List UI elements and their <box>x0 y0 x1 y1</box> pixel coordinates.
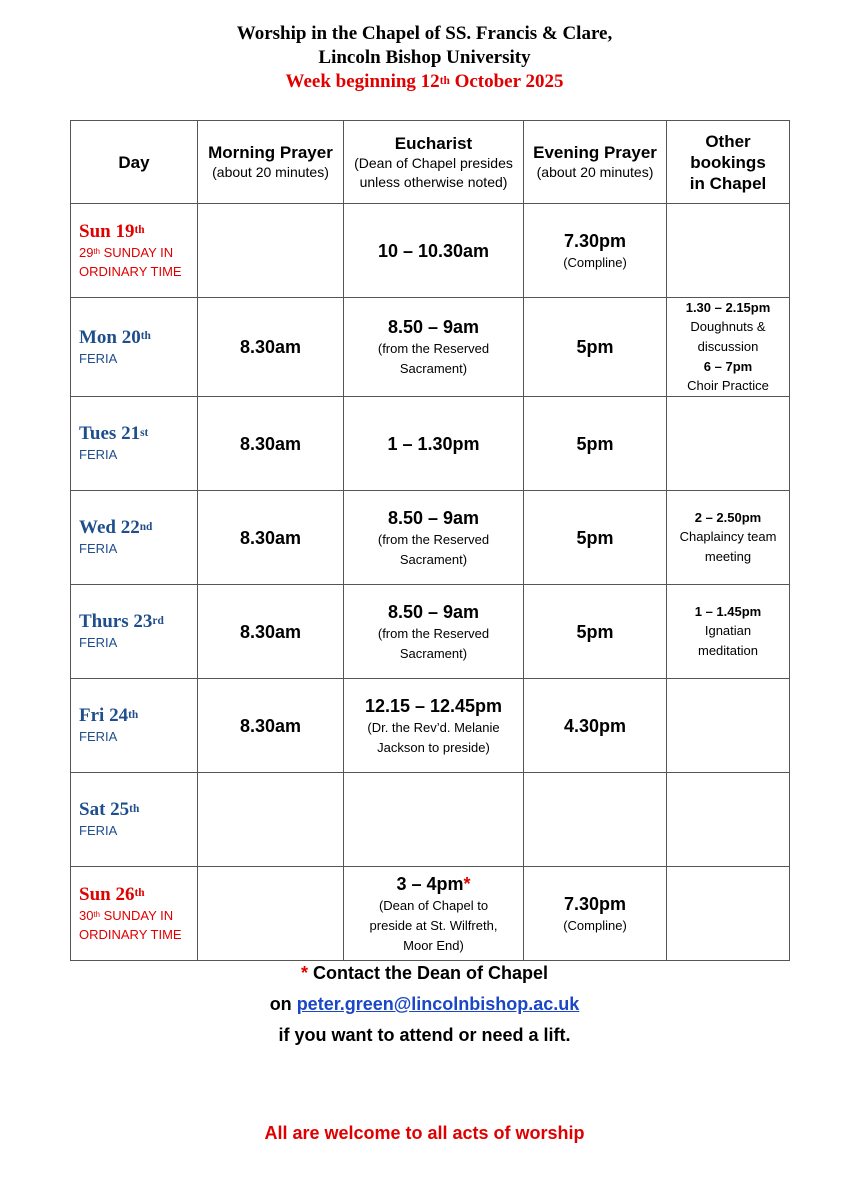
asterisk-mark: * <box>300 963 308 983</box>
header-morning-sub: (about 20 minutes) <box>212 164 329 180</box>
booking-desc: Chaplaincy team meeting <box>679 529 777 564</box>
welcome-message: All are welcome to all acts of worship <box>264 1123 585 1143</box>
eucharist-time: 3 – 4pm* <box>396 873 471 894</box>
day-name: Sat 25th <box>79 799 140 820</box>
evening-time: 7.30pm <box>563 893 627 914</box>
eucharist-time: 12.15 – 12.45pm <box>364 695 503 716</box>
eucharist-cell <box>344 773 524 867</box>
eucharist-time: 8.50 – 9am <box>387 601 480 622</box>
eucharist-note: (from the Reserved Sacrament) <box>377 531 490 567</box>
eucharist-cell <box>344 585 524 679</box>
morning-cell <box>198 491 344 585</box>
morning-cell <box>198 397 344 491</box>
title-line-2: Lincoln Bishop University <box>318 47 531 68</box>
header-morning-prayer <box>198 121 344 204</box>
asterisk-mark: * <box>463 873 471 894</box>
email-link[interactable]: peter.green@lincolnbishop.ac.uk <box>296 994 580 1014</box>
header-eucharist-label: Eucharist <box>394 133 473 153</box>
day-cell <box>71 585 198 679</box>
morning-cell <box>198 679 344 773</box>
title-line-week <box>0 70 849 94</box>
day-subtitle: FERIA <box>79 541 118 556</box>
worship-schedule-table <box>70 120 790 961</box>
other-cell <box>667 397 790 491</box>
week-month-year: October 2025 <box>449 71 564 92</box>
day-cell <box>71 773 198 867</box>
other-cell <box>667 491 790 585</box>
evening-cell <box>524 491 667 585</box>
day-name: Mon 20th <box>79 326 151 348</box>
day-name: Sun 26th <box>79 883 145 905</box>
morning-cell <box>198 773 344 867</box>
footer-line-1: * Contact the Dean of Chapel <box>300 963 549 983</box>
morning-cell <box>198 298 344 397</box>
footer-note <box>0 958 849 1051</box>
document-title <box>0 22 849 94</box>
eucharist-cell <box>344 867 524 961</box>
evening-time: 5pm <box>576 621 614 642</box>
header-eucharist <box>344 121 524 204</box>
day-cell <box>71 679 198 773</box>
day-subtitle: FERIA <box>79 823 118 838</box>
table-row <box>71 298 790 397</box>
eucharist-cell <box>344 298 524 397</box>
other-cell <box>667 867 790 961</box>
booking-desc: Ignatian meditation <box>698 623 758 658</box>
evening-time: 5pm <box>576 433 614 454</box>
booking-time: 1.30 – 2.15pm <box>685 300 771 315</box>
day-name: Thurs 23rd <box>79 611 164 632</box>
title-line-1: Worship in the Chapel of SS. Francis & Clare, <box>236 23 613 44</box>
booking-desc: Choir Practice <box>687 378 769 393</box>
other-cell <box>667 773 790 867</box>
day-cell <box>71 397 198 491</box>
evening-note: (Compline) <box>563 917 627 933</box>
header-evening-sub: (about 20 minutes) <box>536 164 654 180</box>
day-subtitle: 29th SUNDAY IN ORDINARY TIME <box>79 244 182 279</box>
header-evening-label: Evening Prayer <box>533 143 657 162</box>
booking-time: 1 – 1.45pm <box>694 604 762 619</box>
eucharist-time: 8.50 – 9am <box>387 317 480 337</box>
table-row <box>71 585 790 679</box>
day-subtitle: FERIA <box>79 635 118 650</box>
header-morning-label: Morning Prayer <box>208 143 333 162</box>
eucharist-note: (from the Reserved Sacrament) <box>377 341 490 376</box>
morning-cell <box>198 585 344 679</box>
eucharist-note: (Dr. the Rev’d. Melanie Jackson to preside) <box>367 719 500 755</box>
week-text: Week beginning 12 <box>285 71 440 92</box>
table-header-row <box>71 121 790 204</box>
day-cell <box>71 867 198 961</box>
morning-time: 8.30am <box>239 715 302 736</box>
week-suffix: th <box>439 74 450 87</box>
table-row <box>71 867 790 961</box>
morning-time: 8.30am <box>239 621 302 642</box>
day-subtitle: FERIA <box>79 447 118 462</box>
morning-time: 8.30am <box>239 433 302 454</box>
evening-cell <box>524 773 667 867</box>
day-cell <box>71 298 198 397</box>
table-row <box>71 397 790 491</box>
booking-time: 6 – 7pm <box>703 359 753 374</box>
eucharist-note: (Dean of Chapel to preside at St. Wilfreth, Moor End) <box>369 897 498 953</box>
evening-note: (Compline) <box>563 254 627 270</box>
day-cell <box>71 491 198 585</box>
table-row <box>71 491 790 585</box>
day-name: Sun 19th <box>79 220 145 242</box>
eucharist-cell <box>344 679 524 773</box>
evening-time: 7.30pm <box>563 230 627 251</box>
day-subtitle: FERIA <box>79 729 118 744</box>
header-other-bookings <box>667 121 790 204</box>
header-day-label: Day <box>118 152 150 172</box>
day-cell <box>71 204 198 298</box>
booking-time: 2 – 2.50pm <box>694 510 762 525</box>
table-row <box>71 204 790 298</box>
morning-cell <box>198 867 344 961</box>
day-subtitle: 30th SUNDAY IN ORDINARY TIME <box>79 907 182 942</box>
evening-cell <box>524 867 667 961</box>
eucharist-cell <box>344 204 524 298</box>
booking-desc: Doughnuts & discussion <box>690 319 766 354</box>
evening-time: 4.30pm <box>563 715 627 736</box>
other-cell <box>667 298 790 397</box>
table-row <box>71 773 790 867</box>
table-row <box>71 679 790 773</box>
header-other-label: Other bookings in Chapel <box>689 131 767 193</box>
day-subtitle: FERIA <box>79 350 118 366</box>
evening-cell <box>524 298 667 397</box>
evening-cell <box>524 204 667 298</box>
eucharist-cell <box>344 491 524 585</box>
evening-cell <box>524 585 667 679</box>
evening-cell <box>524 397 667 491</box>
day-name: Wed 22nd <box>79 517 153 538</box>
evening-time: 5pm <box>576 527 614 548</box>
evening-cell <box>524 679 667 773</box>
other-cell <box>667 204 790 298</box>
day-name: Tues 21st <box>79 423 149 444</box>
eucharist-time: 10 – 10.30am <box>377 240 490 261</box>
other-cell <box>667 585 790 679</box>
eucharist-time: 8.50 – 9am <box>387 507 480 528</box>
day-name: Fri 24th <box>79 705 139 726</box>
morning-time: 8.30am <box>239 337 302 357</box>
other-cell <box>667 679 790 773</box>
footer-line-2: on peter.green@lincolnbishop.ac.uk <box>269 994 580 1014</box>
header-evening-prayer <box>524 121 667 204</box>
evening-time: 5pm <box>576 337 614 357</box>
morning-time: 8.30am <box>239 527 302 548</box>
morning-cell <box>198 204 344 298</box>
header-day <box>71 121 198 204</box>
footer-line-3: if you want to attend or need a lift. <box>278 1025 571 1045</box>
header-eucharist-sub: (Dean of Chapel presides unless otherwise noted) <box>354 154 513 190</box>
eucharist-note: (from the Reserved Sacrament) <box>377 625 490 661</box>
eucharist-cell <box>344 397 524 491</box>
eucharist-time: 1 – 1.30pm <box>387 433 480 454</box>
